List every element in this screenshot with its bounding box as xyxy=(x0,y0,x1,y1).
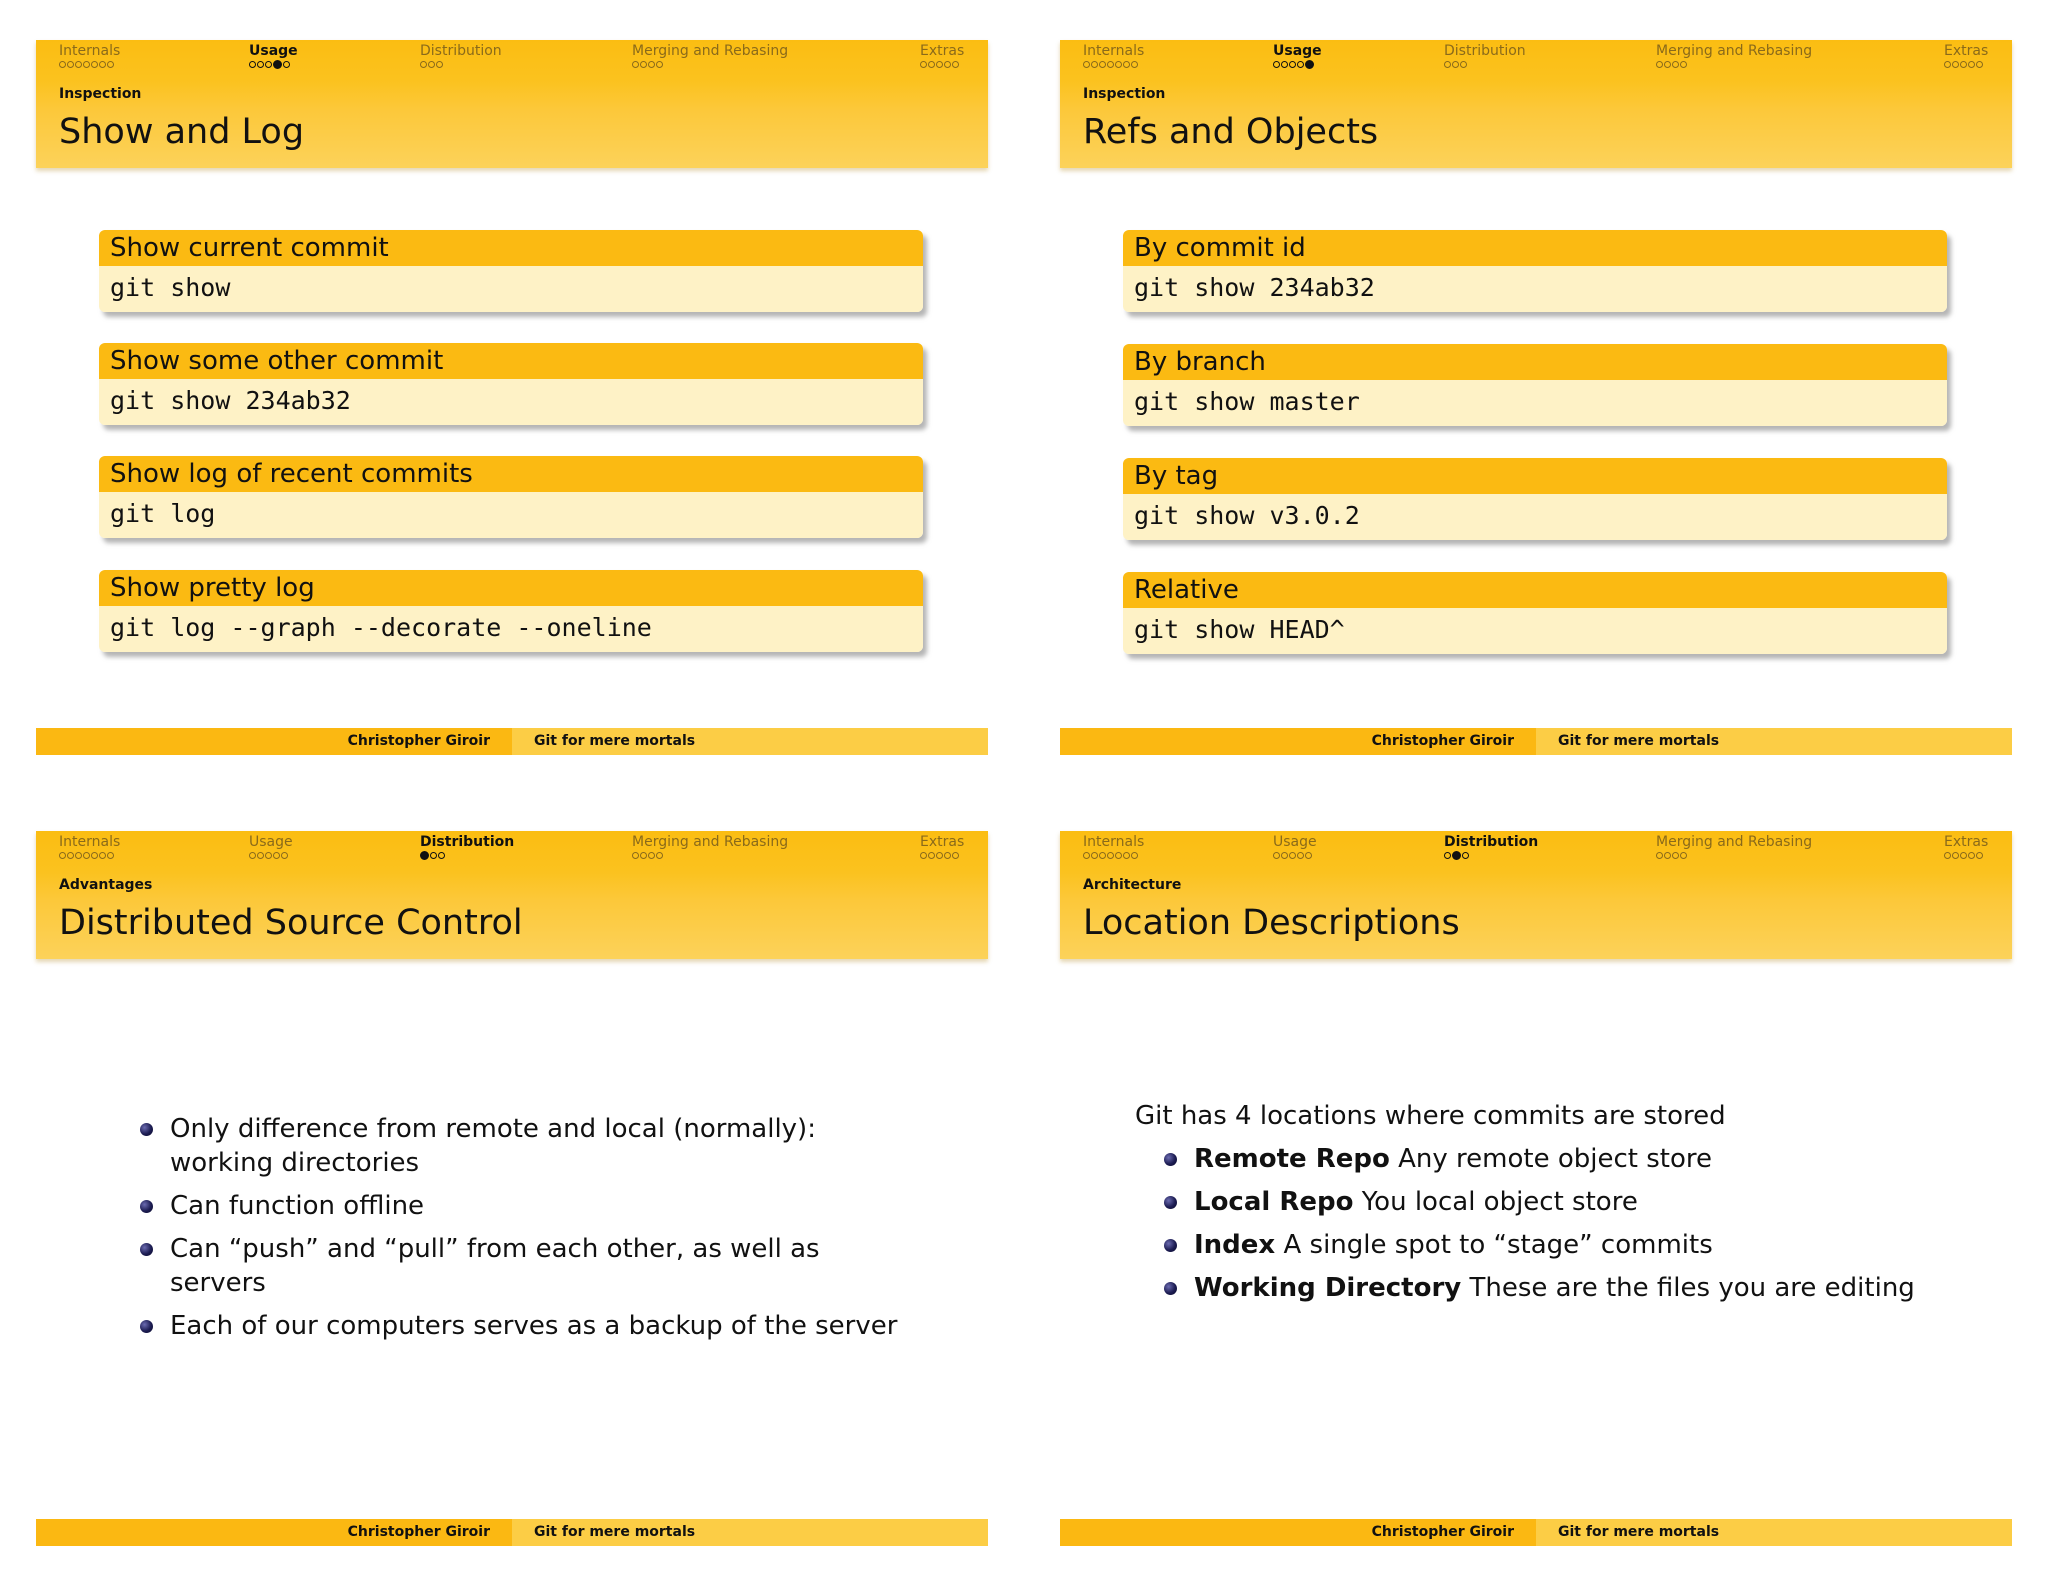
block-title: By branch xyxy=(1123,344,1947,380)
slide-header xyxy=(1060,831,2012,959)
code-block xyxy=(99,570,923,652)
nav-frame-dot-icon[interactable] xyxy=(75,61,82,68)
nav-frame-dot-icon[interactable] xyxy=(1444,852,1451,859)
nav-frame-dot-icon[interactable] xyxy=(648,852,655,859)
block-code: git show HEAD^ xyxy=(1123,608,1947,654)
nav-frame-dots xyxy=(1944,61,1988,68)
footer-title: Git for mere mortals xyxy=(1536,1519,2012,1546)
nav-frame-dot-icon[interactable] xyxy=(656,61,663,68)
code-block xyxy=(1123,230,1947,312)
nav-frame-dot-icon[interactable] xyxy=(1091,61,1098,68)
nav-section-merging-and-rebasing[interactable] xyxy=(632,833,788,859)
nav-frame-dot-icon[interactable] xyxy=(1976,61,1983,68)
nav-section-internals[interactable] xyxy=(59,42,120,68)
slide-title: Show and Log xyxy=(59,112,305,152)
nav-frame-dot-icon[interactable] xyxy=(1273,852,1280,859)
nav-frame-dot-icon[interactable] xyxy=(107,852,114,859)
nav-frame-dot-icon[interactable] xyxy=(1960,852,1967,859)
subsection-title: Inspection xyxy=(59,86,142,102)
nav-frame-dots xyxy=(59,61,120,68)
nav-frame-dot-icon[interactable] xyxy=(1297,852,1304,859)
nav-frame-dot-icon[interactable] xyxy=(283,61,290,68)
nav-section-merging-and-rebasing[interactable] xyxy=(1656,42,1812,68)
block-title: Show some other commit xyxy=(99,343,923,379)
nav-frame-dot-icon[interactable] xyxy=(936,61,943,68)
list-item xyxy=(1164,1271,1984,1305)
nav-frame-dot-icon[interactable] xyxy=(436,61,443,68)
nav-frame-dot-icon[interactable] xyxy=(1976,852,1983,859)
code-block xyxy=(1123,458,1947,540)
nav-frame-dot-icon[interactable] xyxy=(1115,61,1122,68)
nav-section-internals[interactable] xyxy=(1083,42,1144,68)
nav-frame-dots xyxy=(1944,852,1988,859)
list-item xyxy=(1164,1142,1984,1176)
nav-frame-dot-icon[interactable] xyxy=(430,852,437,859)
slide-location-descriptions xyxy=(1060,831,2012,1547)
nav-section-label: Extras xyxy=(920,43,965,59)
nav-frame-dot-icon[interactable] xyxy=(928,852,935,859)
nav-frame-dot-icon[interactable] xyxy=(944,61,951,68)
bullet-list xyxy=(140,1112,920,1352)
bullet-icon xyxy=(140,1243,153,1256)
nav-frame-dot-icon[interactable] xyxy=(1289,852,1296,859)
nav-frame-dot-icon[interactable] xyxy=(1131,852,1138,859)
slide-footer xyxy=(36,1519,988,1546)
list-item: Only difference from remote and local (normally): working directories xyxy=(140,1112,920,1180)
footer-title: Git for mere mortals xyxy=(512,1519,988,1546)
nav-frame-dot-icon[interactable] xyxy=(257,852,264,859)
nav-section-label: Usage xyxy=(249,834,293,850)
nav-section-extras[interactable] xyxy=(920,833,964,859)
nav-section-label: Usage xyxy=(249,43,298,59)
footer-author: Christopher Giroir xyxy=(36,728,512,755)
nav-frame-dots xyxy=(1444,61,1526,68)
slide-title: Location Descriptions xyxy=(1083,903,1460,943)
nav-frame-dot-icon[interactable] xyxy=(1968,852,1975,859)
list-item: Can function offline xyxy=(140,1189,920,1223)
nav-section-usage[interactable] xyxy=(249,833,293,859)
nav-section-label: Extras xyxy=(1944,834,1989,850)
slide-header xyxy=(1060,40,2012,168)
nav-frame-dot-icon[interactable] xyxy=(1656,852,1663,859)
nav-frame-dot-icon[interactable] xyxy=(281,852,288,859)
nav-section-distribution[interactable] xyxy=(420,42,502,68)
nav-frame-dot-icon[interactable] xyxy=(1460,61,1467,68)
section-navigation xyxy=(36,42,988,82)
nav-frame-dot-icon[interactable] xyxy=(1656,61,1663,68)
nav-frame-dot-icon[interactable] xyxy=(1305,60,1314,69)
nav-section-extras[interactable] xyxy=(920,42,964,68)
nav-frame-dot-icon[interactable] xyxy=(1281,852,1288,859)
slide-footer xyxy=(1060,1519,2012,1546)
item-description: You local object store xyxy=(1361,1187,1638,1217)
nav-frame-dot-icon[interactable] xyxy=(1289,61,1296,68)
block-title: Show log of recent commits xyxy=(99,456,923,492)
code-block xyxy=(99,230,923,312)
nav-frame-dots xyxy=(1656,61,1812,68)
nav-frame-dot-icon[interactable] xyxy=(928,61,935,68)
nav-section-label: Distribution xyxy=(1444,834,1539,850)
nav-frame-dot-icon[interactable] xyxy=(99,61,106,68)
nav-frame-dot-icon[interactable] xyxy=(920,61,927,68)
nav-frame-dot-icon[interactable] xyxy=(59,61,66,68)
nav-section-label: Internals xyxy=(59,43,121,59)
block-code: git show master xyxy=(1123,380,1947,426)
block-code: git log xyxy=(99,492,923,538)
nav-section-label: Internals xyxy=(1083,43,1145,59)
slide-header xyxy=(36,40,988,168)
bullet-icon xyxy=(140,1123,153,1136)
intro-text: Git has 4 locations where commits are stored xyxy=(1135,1101,1726,1131)
nav-section-label: Distribution xyxy=(420,43,502,59)
block-title: By tag xyxy=(1123,458,1947,494)
nav-frame-dots xyxy=(632,61,788,68)
block-title: By commit id xyxy=(1123,230,1947,266)
nav-frame-dot-icon[interactable] xyxy=(1099,852,1106,859)
nav-frame-dot-icon[interactable] xyxy=(632,61,639,68)
nav-frame-dots xyxy=(920,852,964,859)
bullet-icon xyxy=(140,1320,153,1333)
nav-frame-dot-icon[interactable] xyxy=(1099,61,1106,68)
item-term: Working Directory xyxy=(1194,1273,1462,1303)
block-title: Show current commit xyxy=(99,230,923,266)
nav-section-label: Distribution xyxy=(420,834,515,850)
subsection-title: Inspection xyxy=(1083,86,1166,102)
nav-section-label: Internals xyxy=(1083,834,1145,850)
footer-author: Christopher Giroir xyxy=(1060,728,1536,755)
nav-frame-dot-icon[interactable] xyxy=(428,61,435,68)
nav-frame-dots xyxy=(1273,61,1322,69)
nav-frame-dot-icon[interactable] xyxy=(1107,61,1114,68)
nav-frame-dot-icon[interactable] xyxy=(1281,61,1288,68)
nav-frame-dot-icon[interactable] xyxy=(1123,852,1130,859)
nav-section-distribution[interactable] xyxy=(420,833,514,860)
nav-frame-dot-icon[interactable] xyxy=(640,61,647,68)
nav-frame-dot-icon[interactable] xyxy=(420,851,429,860)
nav-section-label: Extras xyxy=(1944,43,1989,59)
nav-frame-dot-icon[interactable] xyxy=(273,60,282,69)
nav-frame-dot-icon[interactable] xyxy=(249,61,256,68)
nav-frame-dot-icon[interactable] xyxy=(257,61,264,68)
nav-frame-dot-icon[interactable] xyxy=(1115,852,1122,859)
block-code: git show xyxy=(99,266,923,312)
slide-title: Refs and Objects xyxy=(1083,112,1379,152)
nav-frame-dot-icon[interactable] xyxy=(59,852,66,859)
nav-section-usage[interactable] xyxy=(1273,42,1322,69)
nav-frame-dot-icon[interactable] xyxy=(1952,61,1959,68)
slide-header xyxy=(36,831,988,959)
slide-refs-and-objects xyxy=(1060,40,2012,756)
nav-frame-dot-icon[interactable] xyxy=(1944,852,1951,859)
subsection-title: Advantages xyxy=(59,877,153,893)
nav-section-label: Merging and Rebasing xyxy=(632,834,789,850)
nav-frame-dots xyxy=(249,852,293,859)
nav-frame-dot-icon[interactable] xyxy=(1680,852,1687,859)
code-block xyxy=(1123,344,1947,426)
nav-frame-dot-icon[interactable] xyxy=(1672,852,1679,859)
nav-frame-dot-icon[interactable] xyxy=(1462,852,1469,859)
nav-frame-dot-icon[interactable] xyxy=(107,61,114,68)
block-code: git show v3.0.2 xyxy=(1123,494,1947,540)
nav-frame-dots xyxy=(1444,852,1538,860)
footer-author: Christopher Giroir xyxy=(1060,1519,1536,1546)
nav-frame-dot-icon[interactable] xyxy=(1952,852,1959,859)
nav-frame-dot-icon[interactable] xyxy=(1107,852,1114,859)
list-item: Each of our computers serves as a backup of the server xyxy=(140,1309,920,1343)
bullet-list xyxy=(1164,1142,1984,1314)
nav-section-internals[interactable] xyxy=(59,833,120,859)
block-code: git show 234ab32 xyxy=(99,379,923,425)
bullet-icon xyxy=(1164,1239,1177,1252)
list-item xyxy=(1164,1185,1984,1219)
nav-frame-dot-icon[interactable] xyxy=(640,852,647,859)
slide-footer xyxy=(1060,728,2012,755)
item-term: Remote Repo xyxy=(1194,1144,1390,1174)
nav-frame-dot-icon[interactable] xyxy=(67,61,74,68)
nav-section-label: Distribution xyxy=(1444,43,1526,59)
nav-section-usage[interactable] xyxy=(1273,833,1317,859)
nav-frame-dots xyxy=(632,852,788,859)
nav-frame-dot-icon[interactable] xyxy=(75,852,82,859)
nav-frame-dots xyxy=(420,61,502,68)
item-term: Index xyxy=(1194,1230,1276,1260)
nav-frame-dot-icon[interactable] xyxy=(1305,852,1312,859)
nav-frame-dot-icon[interactable] xyxy=(1452,851,1461,860)
nav-frame-dot-icon[interactable] xyxy=(1091,852,1098,859)
nav-frame-dot-icon[interactable] xyxy=(1680,61,1687,68)
block-title: Relative xyxy=(1123,572,1947,608)
nav-section-label: Merging and Rebasing xyxy=(632,43,789,59)
nav-frame-dot-icon[interactable] xyxy=(1273,61,1280,68)
nav-frame-dot-icon[interactable] xyxy=(99,852,106,859)
nav-section-merging-and-rebasing[interactable] xyxy=(632,42,788,68)
nav-section-label: Usage xyxy=(1273,834,1317,850)
nav-section-label: Usage xyxy=(1273,43,1322,59)
item-description: Any remote object store xyxy=(1398,1144,1712,1174)
nav-section-extras[interactable] xyxy=(1944,833,1988,859)
nav-frame-dots xyxy=(1083,852,1144,859)
nav-frame-dot-icon[interactable] xyxy=(936,852,943,859)
code-block xyxy=(99,343,923,425)
nav-frame-dots xyxy=(249,61,298,69)
nav-frame-dots xyxy=(920,61,964,68)
code-block xyxy=(99,456,923,538)
nav-section-internals[interactable] xyxy=(1083,833,1144,859)
bullet-icon xyxy=(1164,1196,1177,1209)
slide-footer xyxy=(36,728,988,755)
nav-frame-dot-icon[interactable] xyxy=(1444,61,1451,68)
block-title: Show pretty log xyxy=(99,570,923,606)
item-description: A single spot to “stage” commits xyxy=(1283,1230,1713,1260)
nav-frame-dot-icon[interactable] xyxy=(1452,61,1459,68)
nav-frame-dots xyxy=(59,852,120,859)
list-item: Can “push” and “pull” from each other, as well as servers xyxy=(140,1232,920,1300)
nav-frame-dot-icon[interactable] xyxy=(632,852,639,859)
nav-section-distribution[interactable] xyxy=(1444,833,1538,860)
nav-frame-dot-icon[interactable] xyxy=(1083,61,1090,68)
nav-frame-dot-icon[interactable] xyxy=(1968,61,1975,68)
nav-frame-dot-icon[interactable] xyxy=(83,852,90,859)
nav-frame-dot-icon[interactable] xyxy=(648,61,655,68)
nav-frame-dot-icon[interactable] xyxy=(952,852,959,859)
section-navigation xyxy=(36,833,988,873)
nav-frame-dots xyxy=(1083,61,1144,68)
bullet-icon xyxy=(1164,1282,1177,1295)
slide-show-and-log xyxy=(36,40,988,756)
nav-frame-dot-icon[interactable] xyxy=(67,852,74,859)
nav-section-extras[interactable] xyxy=(1944,42,1988,68)
item-term: Local Repo xyxy=(1194,1187,1354,1217)
nav-frame-dot-icon[interactable] xyxy=(952,61,959,68)
item-description: These are the files you are editing xyxy=(1469,1273,1915,1303)
nav-frame-dot-icon[interactable] xyxy=(1131,61,1138,68)
nav-frame-dot-icon[interactable] xyxy=(1672,61,1679,68)
nav-frame-dot-icon[interactable] xyxy=(920,852,927,859)
nav-section-label: Merging and Rebasing xyxy=(1656,834,1813,850)
nav-frame-dot-icon[interactable] xyxy=(91,61,98,68)
nav-section-label: Merging and Rebasing xyxy=(1656,43,1813,59)
nav-section-label: Extras xyxy=(920,834,965,850)
nav-section-label: Internals xyxy=(59,834,121,850)
nav-frame-dots xyxy=(420,852,514,860)
nav-section-distribution[interactable] xyxy=(1444,42,1526,68)
nav-frame-dot-icon[interactable] xyxy=(1123,61,1130,68)
slide-title: Distributed Source Control xyxy=(59,903,523,943)
nav-frame-dots xyxy=(1273,852,1317,859)
section-navigation xyxy=(1060,833,2012,873)
nav-frame-dot-icon[interactable] xyxy=(83,61,90,68)
nav-section-merging-and-rebasing[interactable] xyxy=(1656,833,1812,859)
nav-frame-dot-icon[interactable] xyxy=(1664,852,1671,859)
nav-frame-dots xyxy=(1656,852,1812,859)
nav-frame-dot-icon[interactable] xyxy=(91,852,98,859)
code-block xyxy=(1123,572,1947,654)
nav-frame-dot-icon[interactable] xyxy=(273,852,280,859)
nav-section-usage[interactable] xyxy=(249,42,298,69)
nav-frame-dot-icon[interactable] xyxy=(265,852,272,859)
nav-frame-dot-icon[interactable] xyxy=(1297,61,1304,68)
nav-frame-dot-icon[interactable] xyxy=(438,852,445,859)
bullet-icon xyxy=(1164,1153,1177,1166)
footer-author: Christopher Giroir xyxy=(36,1519,512,1546)
nav-frame-dot-icon[interactable] xyxy=(656,852,663,859)
block-code: git log --graph --decorate --oneline xyxy=(99,606,923,652)
section-navigation xyxy=(1060,42,2012,82)
nav-frame-dot-icon[interactable] xyxy=(420,61,427,68)
footer-title: Git for mere mortals xyxy=(1536,728,2012,755)
nav-frame-dot-icon[interactable] xyxy=(249,852,256,859)
list-item xyxy=(1164,1228,1984,1262)
footer-title: Git for mere mortals xyxy=(512,728,988,755)
subsection-title: Architecture xyxy=(1083,877,1182,893)
nav-frame-dot-icon[interactable] xyxy=(944,852,951,859)
nav-frame-dot-icon[interactable] xyxy=(1944,61,1951,68)
bullet-icon xyxy=(140,1200,153,1213)
nav-frame-dot-icon[interactable] xyxy=(1960,61,1967,68)
nav-frame-dot-icon[interactable] xyxy=(1083,852,1090,859)
slide-distributed-source-control xyxy=(36,831,988,1547)
nav-frame-dot-icon[interactable] xyxy=(265,61,272,68)
nav-frame-dot-icon[interactable] xyxy=(1664,61,1671,68)
block-code: git show 234ab32 xyxy=(1123,266,1947,312)
